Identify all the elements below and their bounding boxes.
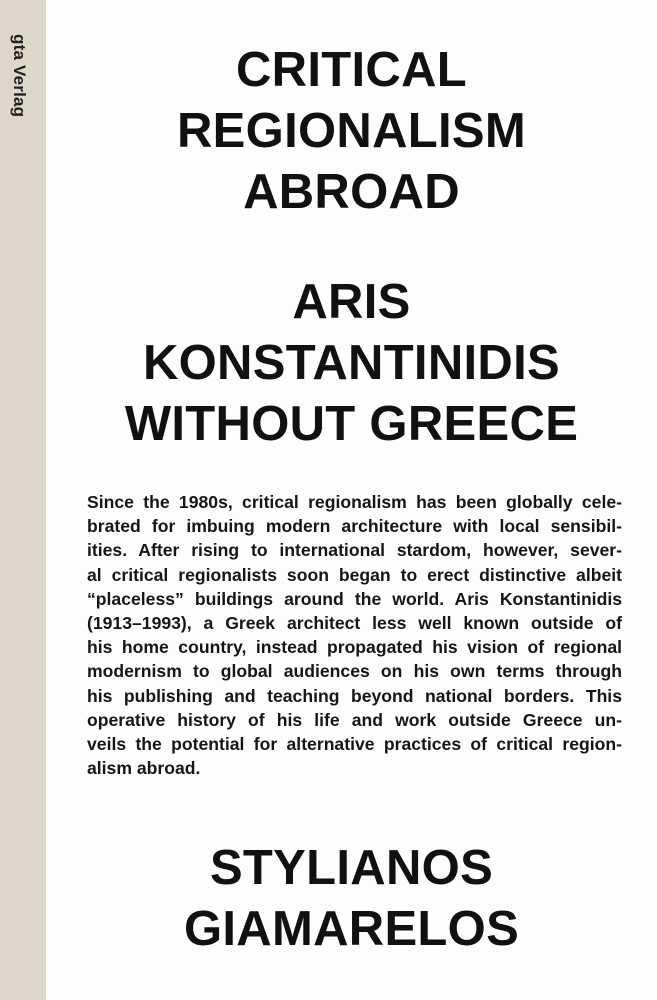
book-description	[87, 490, 622, 780]
publisher-name: gta Verlag	[10, 34, 29, 118]
description-line: his home country, instead propagated his vision of regional	[87, 637, 622, 658]
title-line: CRITICAL	[235, 43, 468, 97]
subtitle-line: WITHOUT GREECE	[124, 397, 579, 451]
author-line: GIAMARELOS	[183, 902, 520, 956]
description-line: brated for imbuing modern architecture with local sensibil-	[87, 516, 622, 537]
book-title	[46, 40, 657, 223]
description-line: ities. After rising to international stardom, however, sever-	[87, 540, 622, 561]
title-line: REGIONALISM	[176, 104, 527, 158]
book-cover	[46, 0, 657, 1000]
description-line: his publishing and teaching beyond national borders. This	[87, 685, 622, 706]
description-line: Since the 1980s, critical regionalism has been globally cele-	[87, 492, 622, 512]
book-spine	[0, 0, 46, 1000]
subtitle-line: ARIS	[292, 275, 411, 329]
book-author	[46, 838, 657, 960]
publisher-imprint	[0, 34, 46, 164]
description-line: alism abroad.	[87, 758, 201, 779]
author-line: STYLIANOS	[209, 841, 494, 895]
description-line: “placeless” buildings around the world. Aris Konstantinidis	[87, 588, 622, 609]
title-line: ABROAD	[243, 165, 460, 219]
description-line: operative history of his life and work outside Greece un-	[87, 709, 622, 730]
description-line: al critical regionalists soon began to erect distinctive albeit	[87, 564, 622, 585]
description-line: veils the potential for alternative practices of critical region-	[87, 734, 622, 755]
description-line: (1913–1993), a Greek architect less well known outside of	[87, 613, 622, 634]
subtitle-line: KONSTANTINIDIS	[142, 336, 561, 390]
book-subtitle	[46, 272, 657, 455]
description-line: modernism to global audiences on his own terms through	[87, 661, 622, 682]
